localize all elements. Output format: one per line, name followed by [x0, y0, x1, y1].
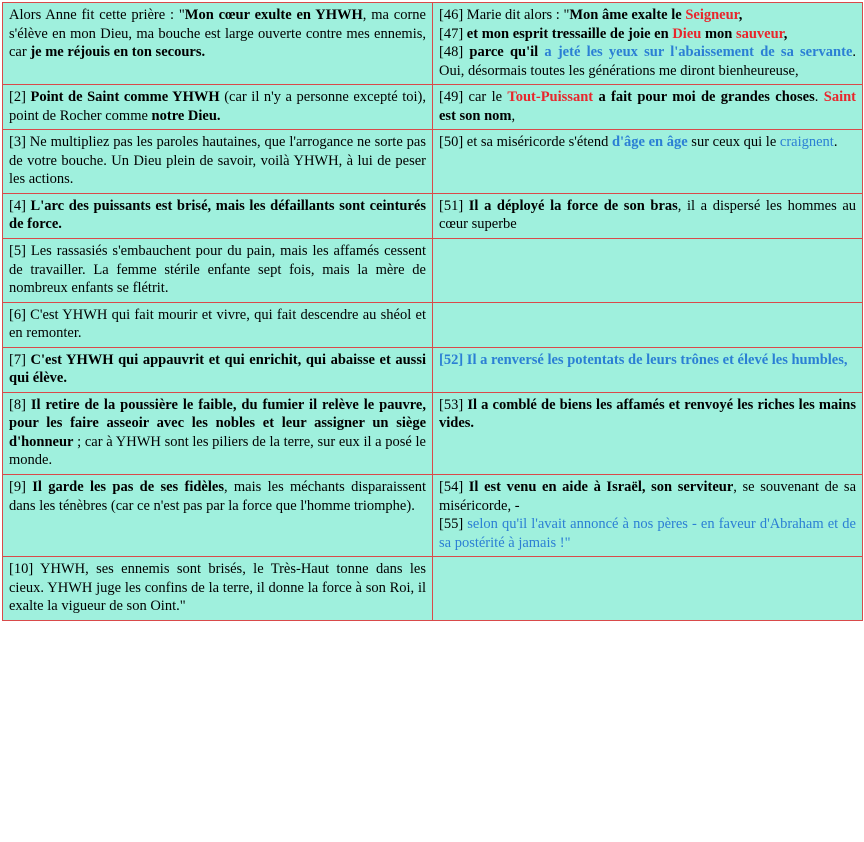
cell-luke	[433, 475, 863, 557]
text-run: Ne multipliez pas les paroles hautaines, que l'arrogance ne sorte pas de votre bouche. Un Dieu plein de savoir, voilà YHWH, à lui de peser les actions.	[9, 134, 426, 188]
text-run: car le	[463, 89, 508, 106]
text-run: , ma corne s'élève en mon Dieu, ma bouche est large ouverte contre mes ennemis, car	[9, 7, 426, 61]
cell-luke	[433, 85, 863, 130]
text-run: a jeté les yeux sur l'abaissement de sa servante	[544, 44, 853, 61]
verse-number: [52]	[439, 351, 464, 368]
verse-number: [50]	[439, 134, 464, 151]
text-run: selon qu'il l'avait annoncé à nos pères - en faveur d'Abraham et de sa postérité à jamais !"	[439, 516, 856, 551]
verse-number: [54]	[439, 479, 464, 496]
text-run: ,	[511, 107, 516, 124]
cell-luke	[433, 130, 863, 194]
cell-samuel	[3, 557, 433, 621]
text-run: parce qu'il	[463, 44, 545, 61]
cell-samuel	[3, 130, 433, 194]
text-run: .	[814, 89, 824, 106]
cell-samuel	[3, 392, 433, 474]
text-run: Il a déployé la force de son bras	[463, 197, 678, 214]
cell-luke	[433, 3, 863, 85]
table-row	[3, 392, 863, 474]
cell-samuel	[3, 475, 433, 557]
cell-samuel	[3, 85, 433, 130]
text-run: .	[833, 134, 838, 151]
cell-luke	[433, 193, 863, 238]
table-row	[3, 193, 863, 238]
text-run: craignent	[779, 134, 834, 151]
cell-samuel	[3, 347, 433, 392]
table-row	[3, 85, 863, 130]
text-run: Point de Saint comme YHWH	[25, 89, 220, 106]
text-run: et	[463, 25, 482, 42]
table-row	[3, 302, 863, 347]
table-row	[3, 347, 863, 392]
text-run: Il retire de la poussière le faible, du fumier il relève le pauvre, pour les faire asseoir avec les nobles et leur assigner un siège d'honneur	[9, 396, 426, 450]
text-run: Mon âme exalte le	[569, 7, 686, 23]
table-row	[3, 475, 863, 557]
cell-samuel	[3, 193, 433, 238]
text-run: , il a dispersé les hommes au cœur superbe	[439, 197, 857, 233]
text-run: est son nom	[439, 107, 512, 124]
text-run: . Oui, désormais toutes les générations me diront bienheureuse,	[439, 44, 857, 79]
verse-number: [3]	[9, 134, 26, 151]
text-run: mon	[701, 25, 736, 42]
text-run: C'est YHWH qui appauvrit et qui enrichit, qui abaisse et aussi qui élève.	[9, 351, 426, 387]
scripture-comparison-table	[2, 2, 863, 621]
text-run: , se souvenant de sa miséricorde, -	[439, 479, 857, 514]
table-row	[3, 3, 863, 85]
text-run: sauveur	[735, 25, 784, 42]
text-run: Saint	[823, 89, 856, 106]
cell-luke	[433, 239, 863, 303]
text-run: ,	[738, 7, 743, 23]
verse-number: [53]	[439, 396, 464, 413]
text-run: et sa miséricorde s'étend	[463, 134, 612, 151]
text-run: ,	[783, 25, 788, 42]
text-run: Il est venu en aide à Israël, son serviteur	[463, 479, 734, 496]
text-run: mon esprit tressaille de joie en	[481, 25, 673, 42]
verse-number: [51]	[439, 197, 464, 214]
cell-samuel	[3, 3, 433, 85]
text-run: (car il n'y a personne excepté toi), point de Rocher comme	[9, 89, 426, 124]
cell-samuel	[3, 302, 433, 347]
verse-number: [49]	[439, 89, 464, 106]
cell-luke	[433, 557, 863, 621]
cell-samuel	[3, 239, 433, 303]
verse-number: [55]	[439, 516, 464, 533]
table-body	[3, 3, 863, 621]
verse-number: [4]	[9, 197, 26, 214]
verse-number: [6]	[9, 306, 26, 323]
verse-number: [8]	[9, 396, 26, 413]
text-run: Dieu	[672, 25, 702, 42]
text-run: Il a comblé de biens les affamés et renvoyé les riches les mains vides.	[439, 396, 856, 432]
text-run: Les rassasiés s'embauchent pour du pain, mais les affamés cessent de travailler. La femme stérile enfante sept fois, mais la mère de nombreux enfants se flétrit.	[9, 243, 426, 297]
verse-number: [9]	[9, 479, 26, 496]
verse-number: [7]	[9, 351, 26, 368]
text-run: Il a renversé les potentats de leurs trônes et élevé les humbles,	[463, 351, 848, 368]
text-run: a fait pour moi de grandes choses	[593, 89, 815, 106]
text-run: Mon cœur exulte en YHWH	[184, 7, 363, 23]
verse-number: [46]	[439, 7, 464, 23]
verse-number: [10]	[9, 561, 34, 578]
table-row	[3, 239, 863, 303]
verse-number: [47]	[439, 25, 464, 42]
text-run: YHWH, ses ennemis sont brisés, le Très-Haut tonne dans les cieux. YHWH juge les confins de la terre, il donne la force à son Roi, il exalte la vigueur de son Oint."	[9, 561, 426, 615]
text-run: d'âge en âge	[611, 134, 688, 151]
text-run: , mais les méchants disparaissent dans les ténèbres (car ce n'est pas par la force que l'homme triomphe).	[9, 479, 426, 514]
cell-luke	[433, 392, 863, 474]
text-run: notre Dieu.	[151, 107, 221, 124]
text-run: sur ceux qui le	[687, 134, 780, 151]
cell-luke	[433, 347, 863, 392]
table-row	[3, 557, 863, 621]
cell-luke	[433, 302, 863, 347]
text-run: Alors Anne fit cette prière : "	[9, 7, 185, 23]
text-run: Il garde les pas de ses fidèles	[25, 479, 224, 496]
table-row	[3, 130, 863, 194]
text-run: Seigneur	[685, 7, 739, 23]
text-run: Tout-Puissant	[507, 89, 594, 106]
text-run: C'est YHWH qui fait mourir et vivre, qui fait descendre au shéol et en remonter.	[9, 306, 426, 342]
text-run: Marie dit alors : "	[463, 7, 570, 23]
text-run: L'arc des puissants est brisé, mais les défaillants sont ceinturés de force.	[9, 197, 426, 233]
verse-number: [48]	[439, 44, 464, 61]
verse-number: [2]	[9, 89, 26, 106]
text-run: je me réjouis en ton secours.	[30, 44, 206, 61]
verse-number: [5]	[9, 243, 26, 260]
text-run: ; car à YHWH sont les piliers de la terre, sur eux il a posé le monde.	[9, 433, 426, 469]
